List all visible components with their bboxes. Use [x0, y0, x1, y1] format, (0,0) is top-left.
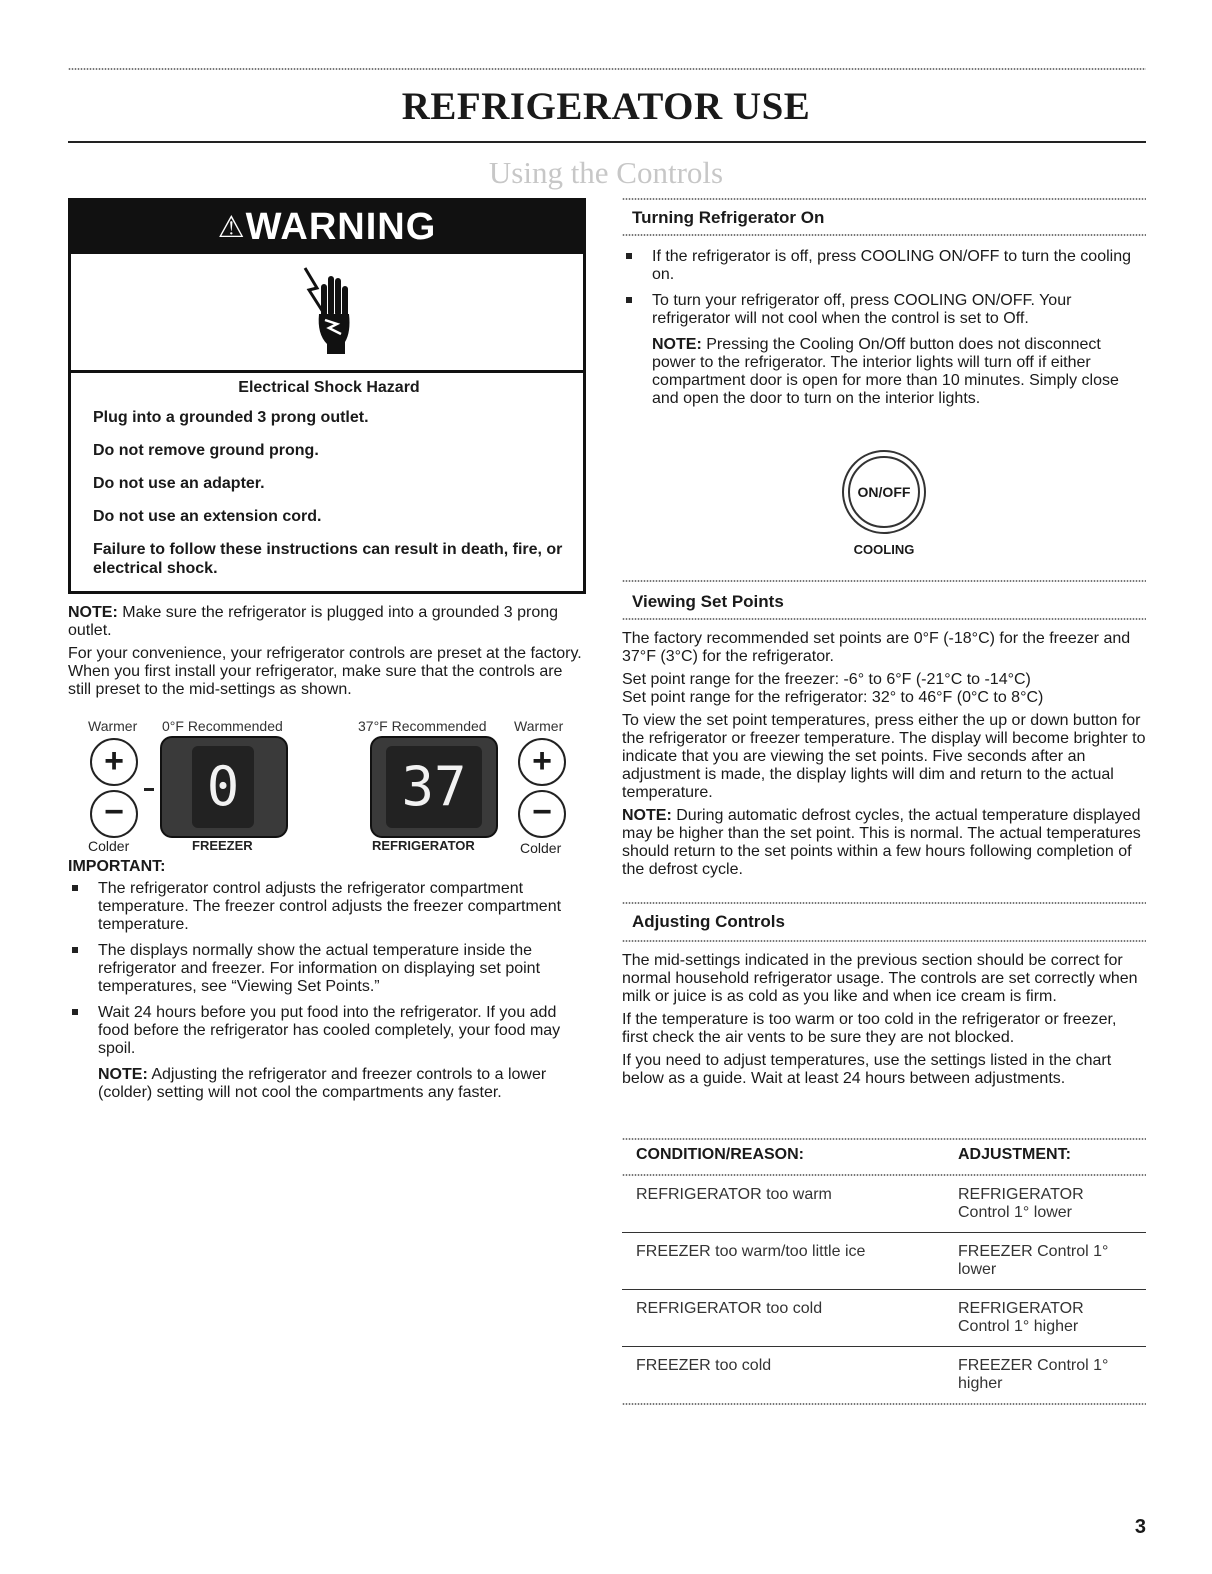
- row-adjustment: FREEZER Control 1° lower: [958, 1243, 1109, 1278]
- row-condition: FREEZER too cold: [636, 1357, 772, 1374]
- adjusting-content: [622, 952, 1146, 1093]
- adjusting-paragraph: If you need to adjust temperatures, use the settings listed in the chart below as a guide. Wait at least 24 hours between adjustments.: [622, 1052, 1112, 1087]
- warning-triangle-icon: ⚠: [217, 211, 246, 244]
- top-dotted-rule: [68, 68, 1146, 70]
- freezer-colder-label: Colder: [88, 838, 130, 854]
- page-title: REFRIGERATOR USE: [401, 85, 811, 128]
- viewing-heading: Viewing Set Points: [632, 592, 784, 611]
- turning-on-bullet: If the refrigerator is off, press COOLING ON/OFF to turn the cooling on.: [622, 248, 1146, 284]
- important-bullet: The displays normally show the actual temperature inside the refrigerator and freezer. For information on displaying set point temperatures, see “Viewing Set Points.”: [68, 942, 586, 996]
- turning-on-heading-rule: [622, 234, 1146, 236]
- adjusting-heading-rule: [622, 940, 1146, 942]
- fridge-display: [370, 736, 498, 838]
- table-row: [622, 1233, 1146, 1289]
- fridge-colder-button[interactable]: −: [518, 790, 566, 838]
- dash-separator: [144, 788, 154, 791]
- cooling-note: NOTE: Pressing the Cooling On/Off button does not disconnect power to the refrigerator. The interior lights will turn off if either compartment door is open for more than 10 minutes. Simply close and open the door to turn on the interior lights.: [652, 336, 1119, 407]
- turning-on-content: [622, 248, 1146, 408]
- warning-line: Do not remove ground prong.: [93, 442, 319, 459]
- shock-hazard-graphic: [71, 254, 583, 373]
- viewing-top-rule: [622, 580, 1146, 582]
- adjusting-paragraph: The mid-settings indicated in the previous section should be correct for normal household refrigerator usage. The controls are set correctly when milk or juice is as cold as you like and when ice cream is firm.: [622, 952, 1138, 1005]
- freezer-colder-button[interactable]: −: [90, 790, 138, 838]
- turning-on-heading: Turning Refrigerator On: [632, 208, 825, 227]
- table-row: [622, 1347, 1146, 1403]
- table-row: [622, 1176, 1146, 1232]
- viewing-heading-rule: [622, 618, 1146, 620]
- cooling-on-off-button[interactable]: [842, 450, 926, 534]
- freezer-warmer-button[interactable]: +: [90, 738, 138, 786]
- controls-figure: [68, 714, 586, 858]
- hazard-title: Electrical Shock Hazard: [238, 379, 420, 396]
- freezer-display-value: 0: [192, 746, 254, 828]
- row-condition: REFRIGERATOR too cold: [636, 1300, 823, 1317]
- electric-hand-icon: [287, 254, 367, 364]
- fridge-warmer-label: Warmer: [514, 718, 564, 734]
- turning-on-bullet: To turn your refrigerator off, press COOLING ON/OFF. Your refrigerator will not cool when the control is set to Off.: [622, 292, 1146, 328]
- col-condition-header: CONDITION/REASON:: [636, 1146, 804, 1163]
- freezer-label: FREEZER: [192, 838, 253, 853]
- adjusting-heading: Adjusting Controls: [632, 912, 785, 931]
- fridge-label: REFRIGERATOR: [372, 838, 475, 853]
- important-bullet: Wait 24 hours before you put food into the refrigerator. If you add food before the refrigerator has cooled completely, your food may spoil.: [68, 1004, 586, 1058]
- warning-box: [68, 198, 586, 594]
- adjusting-paragraph: If the temperature is too warm or too cold in the refrigerator or freezer, first check the air vents to be sure they are not blocked.: [622, 1011, 1117, 1046]
- row-adjustment: REFRIGERATOR Control 1° lower: [958, 1186, 1084, 1221]
- warning-header: [71, 201, 583, 254]
- row-adjustment: REFRIGERATOR Control 1° higher: [958, 1300, 1084, 1335]
- table-bottom-rule: [622, 1403, 1146, 1405]
- fridge-display-value: 37: [386, 746, 482, 828]
- col-adjustment-header: ADJUSTMENT:: [958, 1146, 1071, 1163]
- table-header-row: [622, 1146, 1146, 1174]
- freezer-recommended-label: 0°F Recommended: [162, 718, 283, 734]
- section-subtitle: Using the Controls: [488, 155, 724, 190]
- viewing-content: [622, 630, 1146, 884]
- important-block: [68, 858, 586, 1102]
- important-bullet: The refrigerator control adjusts the refrigerator compartment temperature. The freezer control adjusts the freezer compartment temperature.: [68, 880, 586, 934]
- warning-line: Failure to follow these instructions can result in death, fire, or electrical shock.: [93, 541, 563, 577]
- left-intro: [68, 604, 586, 704]
- row-adjustment: FREEZER Control 1° higher: [958, 1357, 1109, 1392]
- important-title: IMPORTANT:: [68, 858, 166, 875]
- table-row: [622, 1290, 1146, 1346]
- fridge-recommended-label: 37°F Recommended: [358, 718, 487, 734]
- viewing-paragraph: To view the set point temperatures, press either the up or down button for the refrigerator or freezer temperature. The display will become brighter to indicate that you are viewing the set points. Five seconds after an adjustment is made, the display lights will dim and return to the actual temperature.: [622, 712, 1146, 801]
- freezer-display: [160, 736, 288, 838]
- defrost-note: NOTE: During automatic defrost cycles, the actual temperature displayed may be higher than the set point. This is normal. The actual temperatures should return to the set points within a few hours following completion of the defrost cycle.: [622, 807, 1141, 878]
- warning-line: Do not use an adapter.: [93, 475, 265, 492]
- fridge-warmer-button[interactable]: +: [518, 738, 566, 786]
- preset-paragraph: For your convenience, your refrigerator controls are preset at the factory. When you first install your refrigerator, make sure that the controls are still preset to the mid-settings as shown.: [68, 645, 582, 698]
- turning-on-top-rule: [622, 198, 1146, 200]
- fridge-range: Set point range for the refrigerator: 32° to 46°F (0°C to 8°C): [622, 689, 1044, 706]
- freezer-warmer-label: Warmer: [88, 718, 138, 734]
- table-top-rule: [622, 1138, 1146, 1140]
- colder-setting-note: NOTE: Adjusting the refrigerator and freezer controls to a lower (colder) setting will not cool the compartments any faster.: [98, 1066, 547, 1101]
- cooling-caption: COOLING: [853, 542, 915, 557]
- row-condition: FREEZER too warm/too little ice: [636, 1243, 866, 1260]
- row-condition: REFRIGERATOR too warm: [636, 1186, 832, 1203]
- title-rule: [68, 141, 1146, 143]
- warning-header-text: WARNING: [245, 206, 437, 248]
- adjusting-top-rule: [622, 902, 1146, 904]
- freezer-range: Set point range for the freezer: -6° to 6°F (-21°C to -14°C): [622, 671, 1031, 688]
- viewing-paragraph: The factory recommended set points are 0°F (-18°C) for the freezer and 37°F (3°C) for the refrigerator.: [622, 630, 1131, 665]
- plug-note: NOTE: Make sure the refrigerator is plugged into a grounded 3 prong outlet.: [68, 604, 559, 639]
- fridge-colder-label: Colder: [520, 840, 562, 856]
- warning-line: Do not use an extension cord.: [93, 508, 322, 525]
- page-number: 3: [1134, 1516, 1146, 1538]
- on-off-label: ON/OFF: [848, 456, 920, 528]
- warning-line: Plug into a grounded 3 prong outlet.: [93, 409, 369, 426]
- adjustment-table: [622, 1146, 1146, 1405]
